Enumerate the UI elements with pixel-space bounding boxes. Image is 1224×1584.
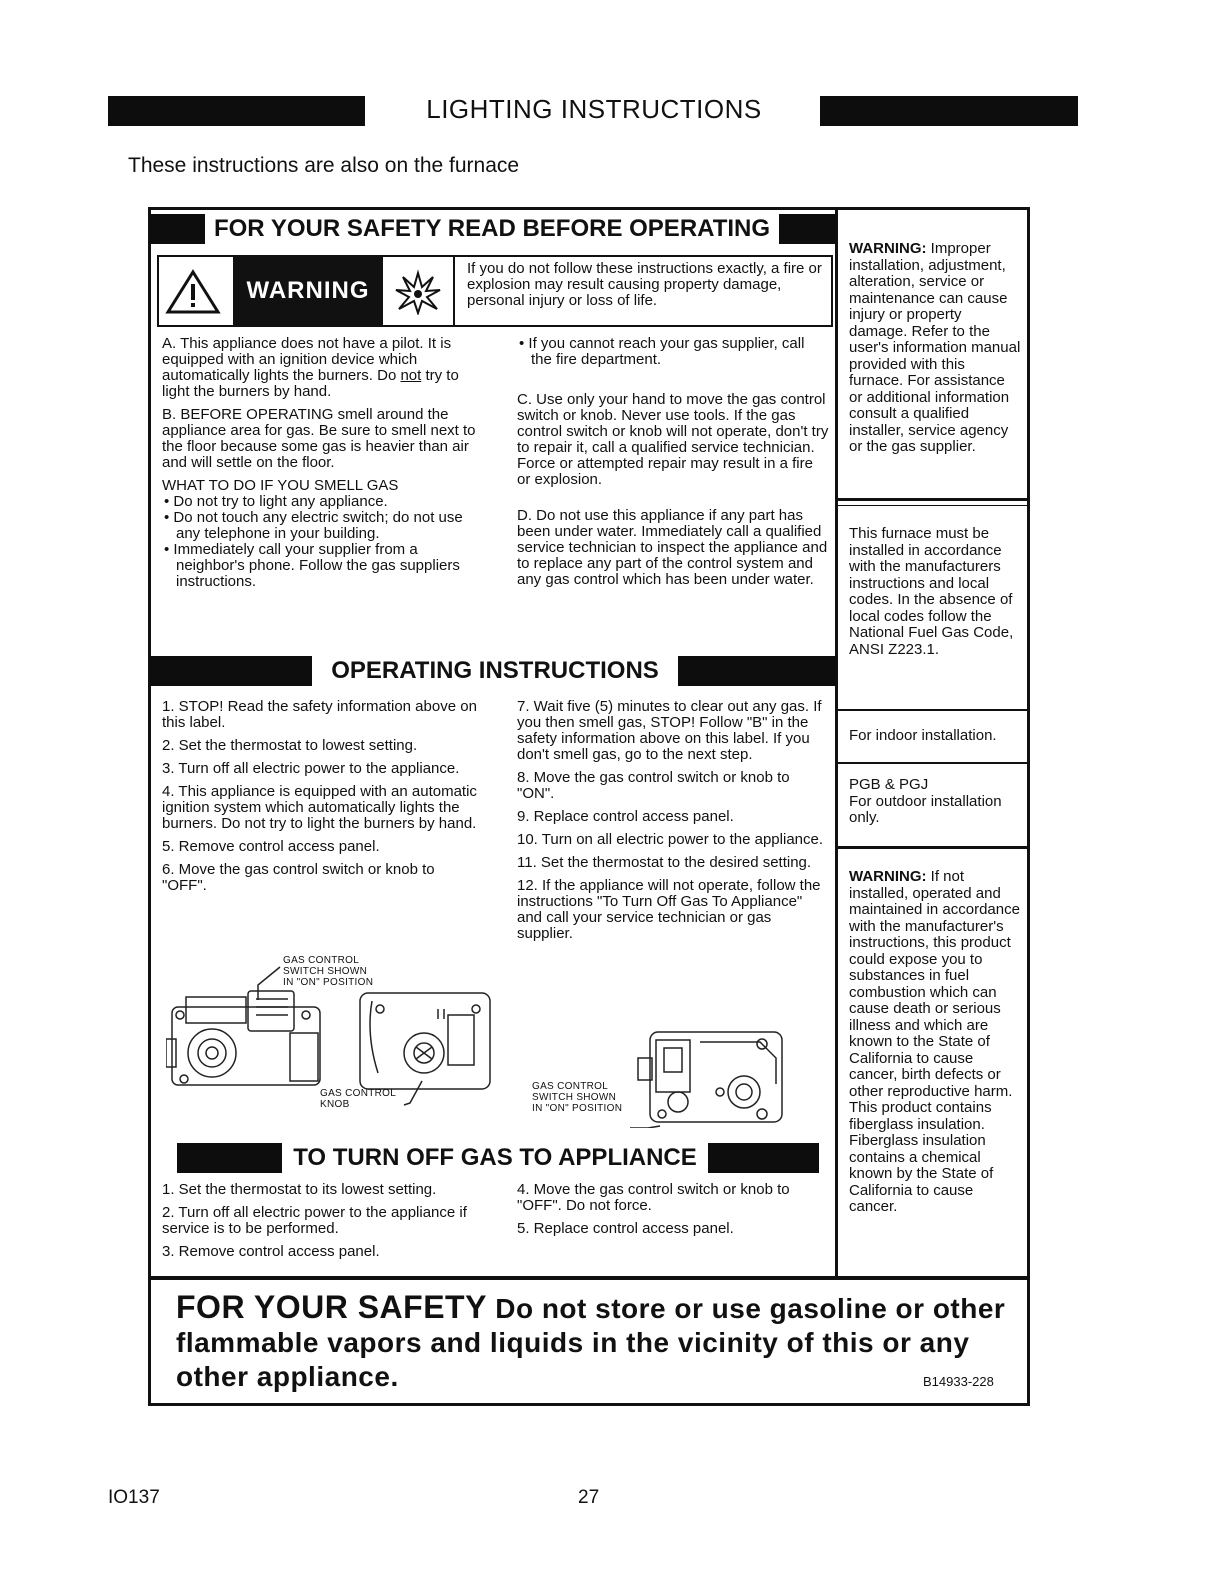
warning-triangle-icon [165, 269, 221, 315]
operating-step-8: 8. Move the gas control switch or knob to "ON". [517, 769, 790, 802]
operating-step-2: 2. Set the thermostat to lowest setting. [162, 737, 418, 754]
gas-valve-diagram-right [620, 1028, 790, 1128]
explosion-icon [393, 269, 443, 315]
outdoor-models: PGB & PGJ [849, 776, 929, 793]
smell-bullet-3: • Immediately call your supplier from a neighbor's phone. Follow the gas suppliers instructions. [164, 541, 460, 590]
right-divider-1b [837, 505, 1028, 506]
smell-bullet-4: • If you cannot reach your gas supplier, call the fire department. [519, 335, 805, 368]
turnoff-step-5: 5. Replace control access panel. [517, 1220, 734, 1237]
turnoff-step-2: 2. Turn off all electric power to the appliance if service is to be performed. [162, 1204, 467, 1237]
operating-step-12: 12. If the appliance will not operate, follow the instructions "To Turn Off Gas To Appliance" and call your service technician or gas supplier. [517, 877, 821, 942]
safety-item-d: D. Do not use this appliance if any part has been under water. Immediately call a qualified service technician to inspect the appliance and to replace any part of the control system and any gas control which has been under water. [517, 507, 828, 588]
operating-step-4: 4. This appliance is equipped with an automatic ignition system which automatically lights the burners. Do not try to light the burners by hand. [162, 783, 477, 832]
smell-bullet-1: • Do not try to light any appliance. [164, 493, 388, 510]
operating-step-3: 3. Turn off all electric power to the appliance. [162, 760, 460, 777]
warning-label: WARNING [233, 257, 383, 325]
label-code: B14933-228 [923, 1374, 994, 1389]
turnoff-left-column [162, 1182, 492, 1267]
fiberglass-note: This product contains fiberglass insulation. Fiberglass insulation contains a chemical known by the State of California to cause cancer. [849, 1099, 994, 1215]
page-title: LIGHTING INSTRUCTIONS [426, 94, 762, 124]
outdoor-text: For outdoor installation only. [849, 792, 1002, 826]
safety-item-a: A. This appliance does not have a pilot. It is equipped with an ignition device which automatically lights the burners. Do not try to light the burners by hand. [162, 335, 459, 400]
warning-box [157, 255, 833, 327]
left-diagram-caption-bottom: GAS CONTROL KNOB [320, 1088, 397, 1110]
safety-right-column [517, 336, 829, 595]
left-diagram-caption-top: GAS CONTROL SWITCH SHOWN IN "ON" POSITION [283, 955, 374, 988]
page-subtitle: These instructions are also on the furnace [128, 154, 520, 177]
column-divider [835, 209, 838, 1277]
operating-right-column [517, 699, 829, 949]
turnoff-step-3: 3. Remove control access panel. [162, 1243, 380, 1260]
operating-step-11: 11. Set the thermostat to the desired setting. [517, 854, 812, 871]
operating-left-column [162, 699, 480, 901]
safety-item-c: C. Use only your hand to move the gas control switch or knob. Never use tools. If the gas control switch or knob will not operate, don't try to repair it, call a qualified service technician. Force or attempted repair may result in a fire or explosion. [517, 391, 829, 488]
turnoff-heading: TO TURN OFF GAS TO APPLIANCE [282, 1143, 708, 1173]
operating-step-9: 9. Replace control access panel. [517, 808, 734, 825]
turnoff-step-1: 1. Set the thermostat to its lowest setting. [162, 1181, 437, 1198]
operating-step-10: 10. Turn on all electric power to the appliance. [517, 831, 824, 848]
right-divider-3 [837, 762, 1028, 764]
safety-heading: FOR YOUR SAFETY READ BEFORE OPERATING [205, 214, 779, 244]
indoor-note: For indoor installation. [849, 727, 997, 744]
smell-gas-heading: WHAT TO DO IF YOU SMELL GAS [162, 477, 399, 494]
safety-item-b: B. BEFORE OPERATING smell around the appliance area for gas. Be sure to smell next to the floor because some gas is heavier than air and will settle on the floor. [162, 406, 476, 471]
operating-step-5: 5. Remove control access panel. [162, 838, 380, 855]
right-divider-1 [837, 498, 1028, 501]
warning-text: If you do not follow these instructions exactly, a fire or explosion may result causing property damage, personal injury or loss of life. [467, 260, 822, 309]
safety-left-column [162, 336, 488, 590]
doc-id: IO137 [108, 1487, 160, 1508]
operating-step-7: 7. Wait five (5) minutes to clear out any gas. If you then smell gas, STOP! Follow "B" in the safety information above on this label. If you don't smell gas, go to the next step. [517, 698, 822, 763]
header-bar-right [820, 96, 1078, 126]
turnoff-step-4: 4. Move the gas control switch or knob to "OFF". Do not force. [517, 1181, 790, 1214]
right-divider-2 [837, 709, 1028, 711]
outdoor-note [849, 777, 1021, 827]
install-note: This furnace must be installed in accordance with the manufacturers instructions and local codes. In the absence of local codes follow the National Fuel Gas Code, ANSI Z223.1. [849, 525, 1014, 658]
right-diagram-caption: GAS CONTROL SWITCH SHOWN IN "ON" POSITION [532, 1081, 623, 1114]
warning-note-1: WARNING: Improper installation, adjustment, alteration, service or maintenance can cause injury or property damage. Refer to the user's information manual provided with this furnace. For assistance or additional information consult a qualified installer, service agency or the gas supplier. [849, 240, 1021, 455]
header-bar-left [108, 96, 365, 126]
page-number: 27 [578, 1487, 600, 1508]
operating-step-6: 6. Move the gas control switch or knob to "OFF". [162, 861, 435, 894]
turnoff-right-column [517, 1182, 829, 1244]
right-divider-4 [837, 846, 1028, 849]
safety-banner-text: FOR YOUR SAFETY Do not store or use gasoline or other flammable vapors and liquids in the vicinity of this or any other appliance. [176, 1289, 1006, 1392]
smell-bullet-2: • Do not touch any electric switch; do not use any telephone in your building. [164, 509, 463, 542]
operating-step-1: 1. STOP! Read the safety information above on this label. [162, 698, 477, 731]
warning-note-2: WARNING: If not installed, operated and maintained in accordance with the manufacturer's instructions, this product could expose you to substances in fuel combustion which can cause death or serious illness and which are known to the State of California to cause cancer, birth defects or other reproductive harm. This product contains fiberglass insulation. Fiberglass insulation contains a chemical known by the State of California to cause cancer. [849, 868, 1020, 1215]
warning-divider [453, 257, 455, 325]
operating-heading: OPERATING INSTRUCTIONS [312, 656, 678, 686]
